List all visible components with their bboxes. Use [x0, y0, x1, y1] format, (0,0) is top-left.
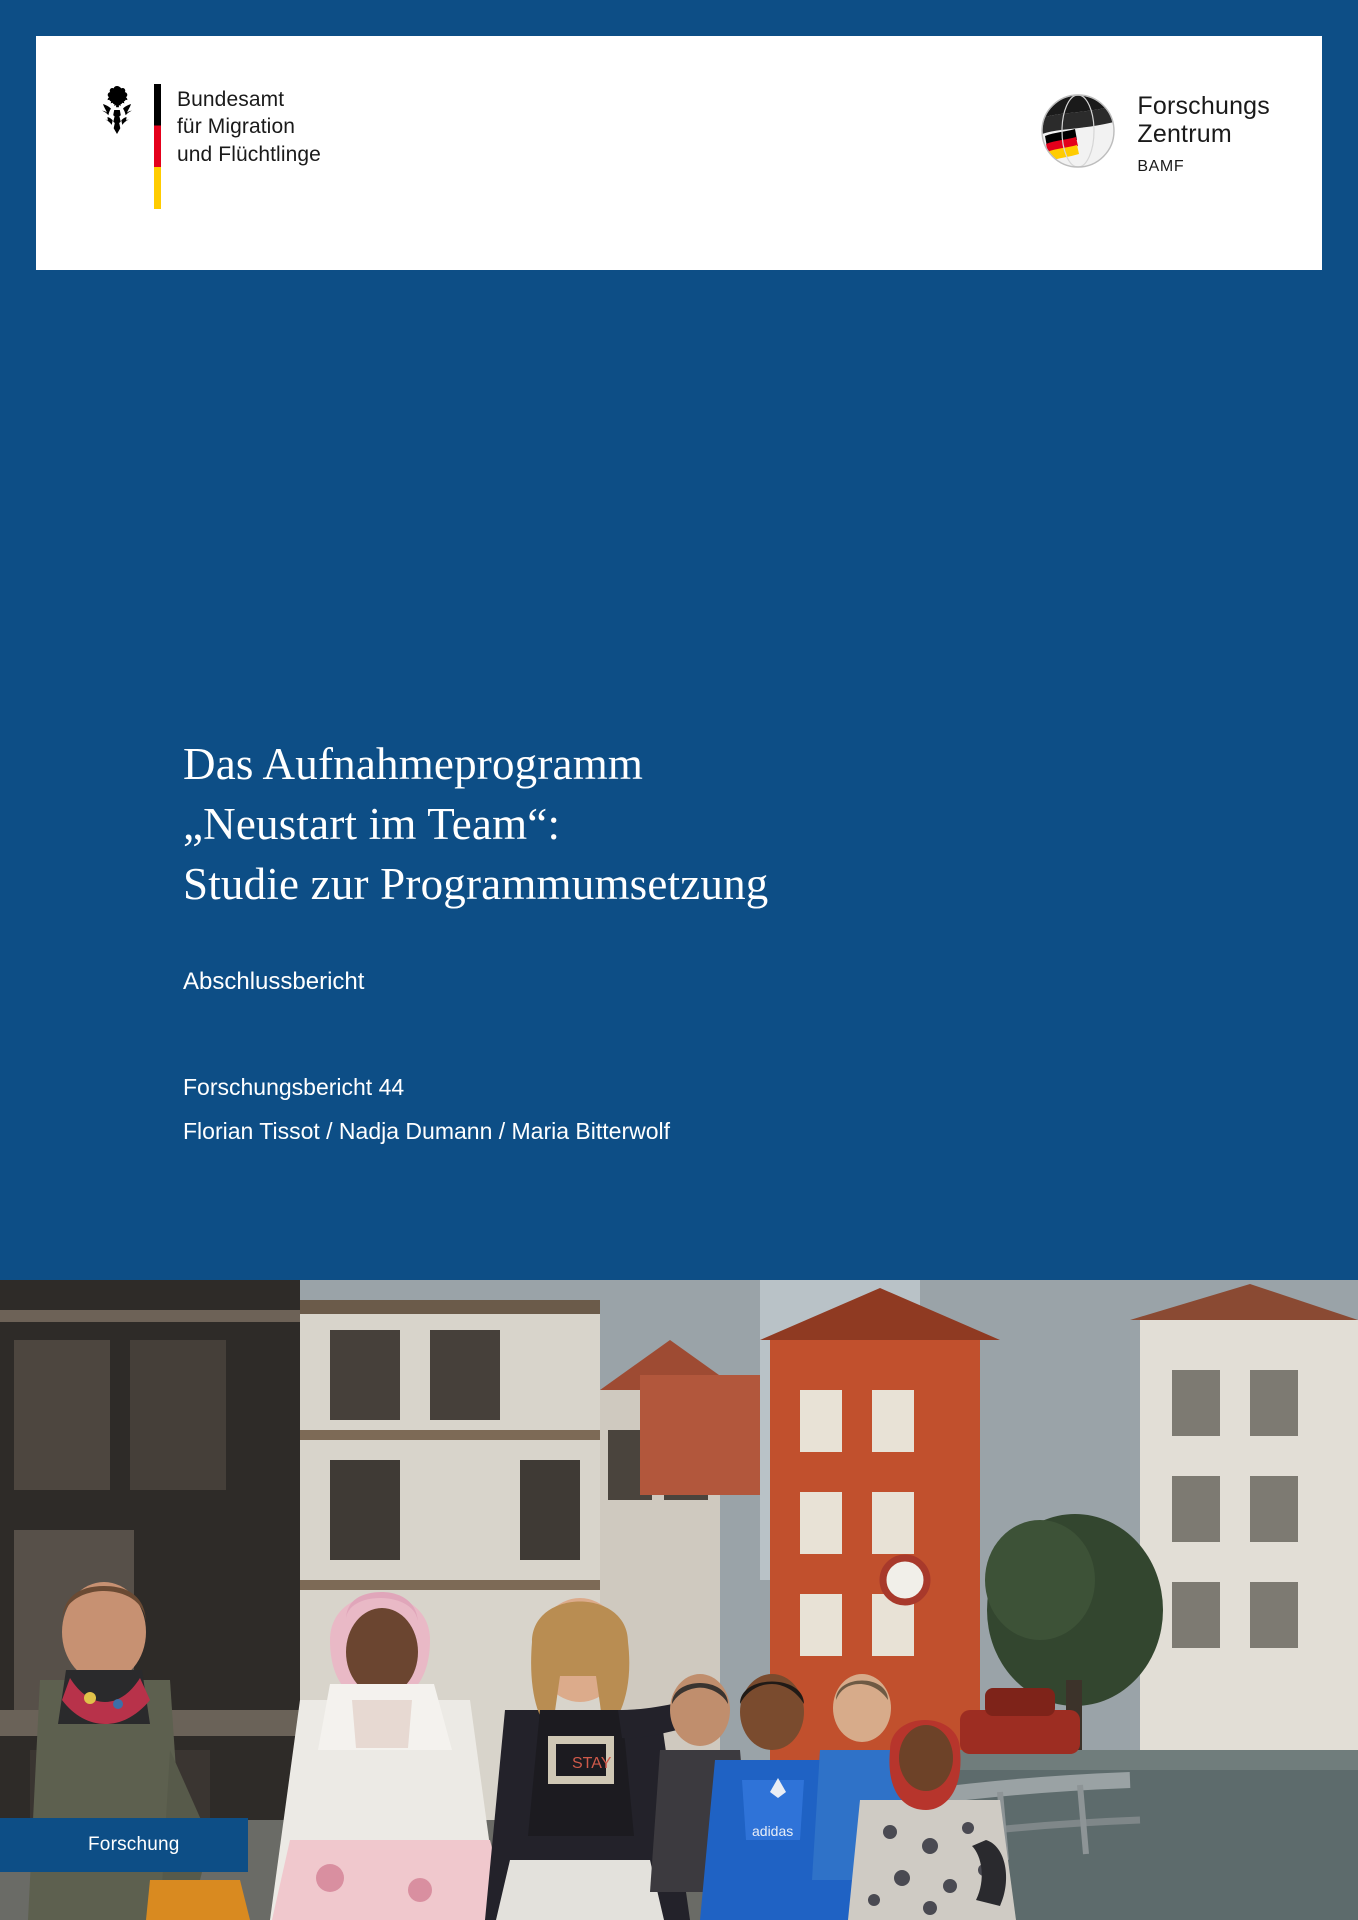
footer-category-label: Forschung [88, 1834, 180, 1855]
forschungszentrum-line-1: Forschungs [1137, 92, 1270, 120]
bamf-wordmark-line-2: für Migration [177, 115, 296, 139]
page-title [183, 735, 1183, 915]
cover-title-block [183, 735, 1183, 1154]
bamf-wordmark-line-3: und Flüchtlinge [177, 142, 321, 166]
bamf-wordmark [177, 84, 321, 168]
federal-eagle-icon [94, 84, 140, 136]
title-line-1: Das Aufnahmeprogramm [183, 739, 644, 789]
document-subtitle: Abschlussbericht [183, 967, 365, 995]
forschungszentrum-wordmark [1137, 88, 1270, 176]
series-info [183, 1066, 1183, 1153]
title-line-2: „Neustart im Team“: [183, 798, 561, 849]
bamf-logo [94, 84, 321, 209]
footer-category-tag [0, 1818, 248, 1872]
german-flag-rule [154, 84, 161, 209]
authors: Florian Tissot / Nadja Dumann / Maria Bitterwolf [183, 1117, 671, 1144]
forschungszentrum-logo [1035, 88, 1270, 176]
forschungszentrum-line-2: Zentrum [1137, 120, 1232, 148]
header-band [36, 36, 1322, 270]
svg-text:STAY: STAY [572, 1755, 612, 1772]
bamf-wordmark-line-1: Bundesamt [177, 88, 285, 111]
title-line-3: Studie zur Programmumsetzung [183, 858, 769, 909]
globe-icon [1035, 88, 1121, 174]
svg-text:adidas: adidas [752, 1823, 794, 1839]
forschungszentrum-sub: BAMF [1137, 158, 1185, 175]
series-number: Forschungsbericht 44 [183, 1074, 405, 1101]
